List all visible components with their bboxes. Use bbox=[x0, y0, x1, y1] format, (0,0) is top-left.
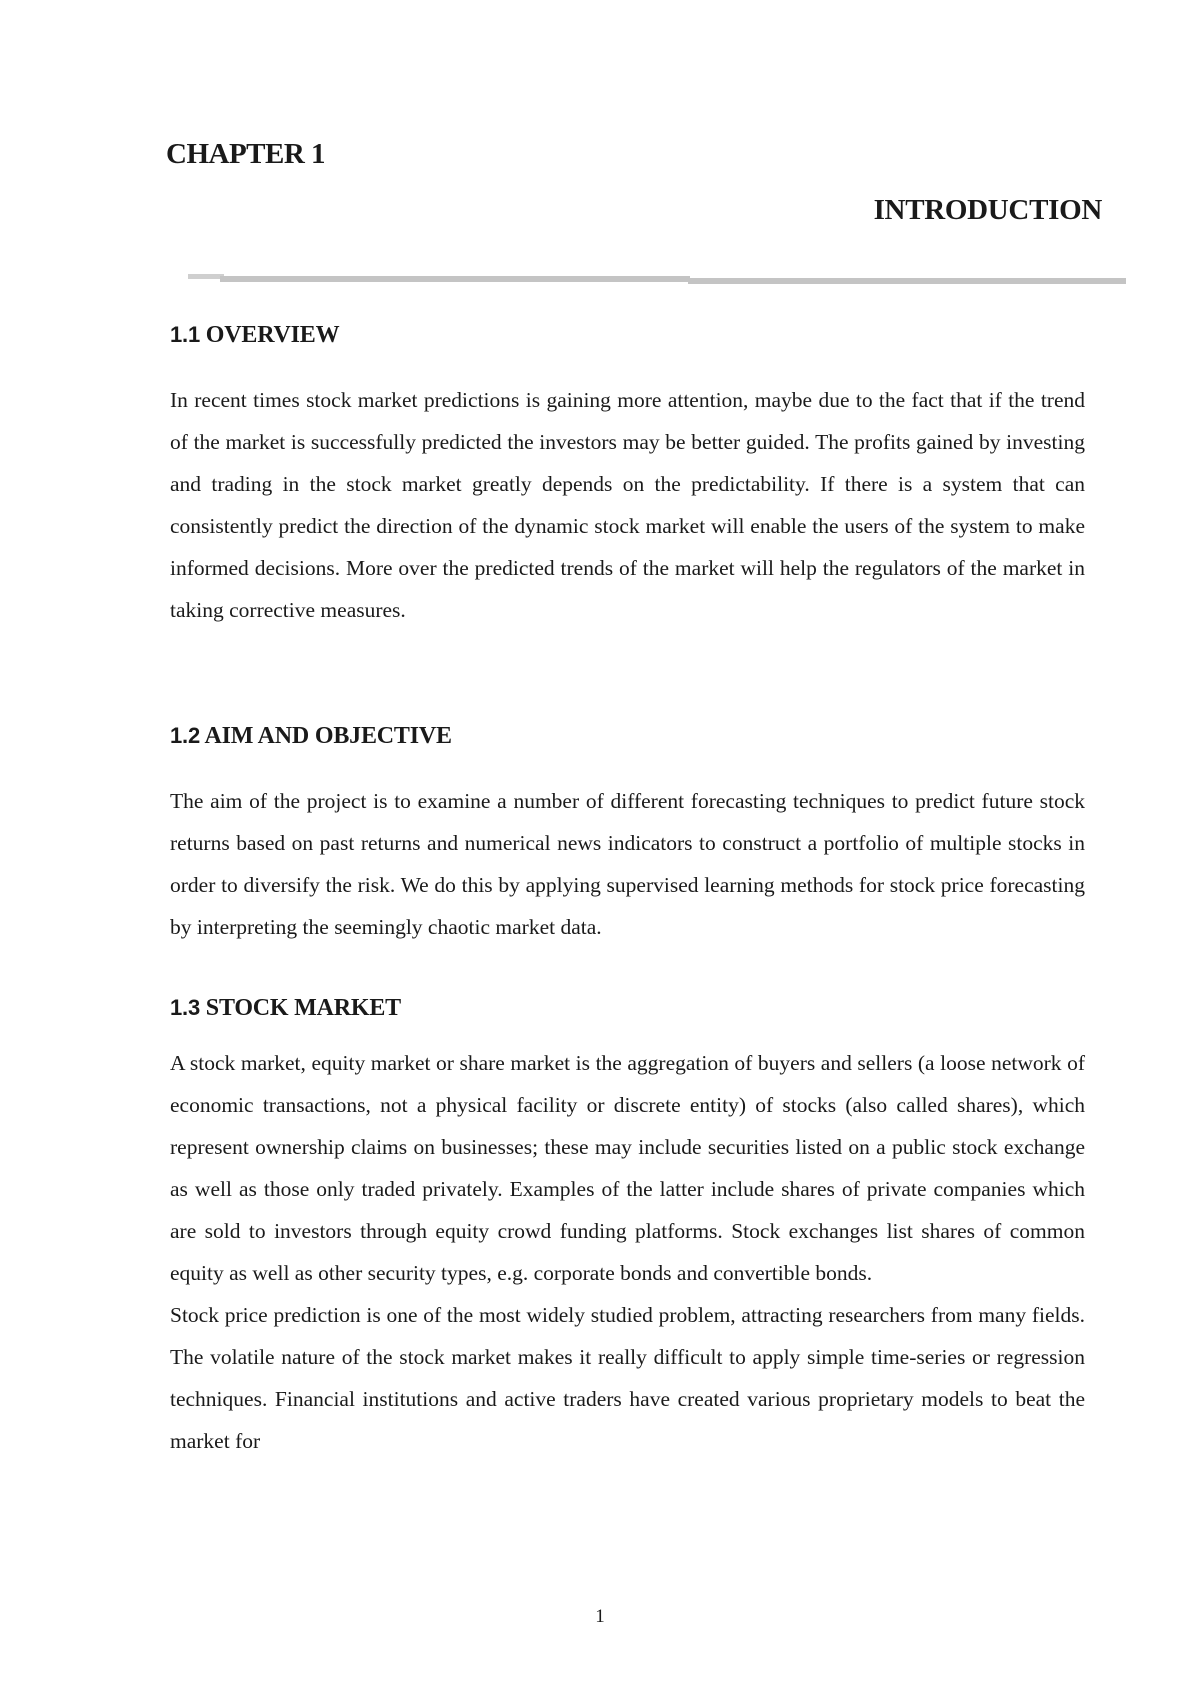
section-heading bbox=[170, 995, 1085, 1022]
section-title: OVERVIEW bbox=[205, 322, 340, 348]
section-aim-and-objective bbox=[170, 723, 1085, 948]
header-rule-segment bbox=[188, 274, 224, 279]
section-title: AIM AND OBJECTIVE bbox=[204, 723, 452, 749]
header-rule-segment bbox=[688, 278, 1126, 284]
section-number: 1.1 bbox=[170, 322, 200, 347]
header-rule-segment bbox=[220, 276, 690, 282]
chapter-label: CHAPTER 1 bbox=[166, 138, 326, 170]
section-heading bbox=[170, 723, 1085, 750]
section-number: 1.3 bbox=[170, 995, 200, 1020]
page-number: 1 bbox=[595, 1606, 605, 1627]
body-paragraph: Stock price prediction is one of the most widely studied problem, attracting researchers from many fields. The volatile nature of the stock market makes it really difficult to apply simple time-series or regression techniques. Financial institutions and active traders have created various proprietary models to beat the market for bbox=[170, 1303, 1085, 1453]
chapter-title: INTRODUCTION bbox=[873, 194, 1102, 226]
section-title: STOCK MARKET bbox=[205, 995, 401, 1021]
section-heading bbox=[170, 322, 1085, 349]
section-overview bbox=[170, 322, 1085, 631]
section-stock-market bbox=[170, 995, 1085, 1462]
section-number: 1.2 bbox=[170, 723, 200, 748]
body-paragraph: The aim of the project is to examine a number of different forecasting techniques to predict future stock returns based on past returns and numerical news indicators to construct a portfolio of multiple stocks in order to diversify the risk. We do this by applying supervised learning methods for stock price forecasting by interpreting the seemingly chaotic market data. bbox=[170, 789, 1085, 939]
body-paragraph: A stock market, equity market or share market is the aggregation of buyers and sellers (a loose network of economic transactions, not a physical facility or discrete entity) of stocks (also called shares), which represent ownership claims on businesses; these may include securities listed on a public stock exchange as well as those only traded privately. Examples of the latter include shares of private companies which are sold to investors through equity crowd funding platforms. Stock exchanges list shares of common equity as well as other security types, e.g. corporate bonds and convertible bonds. bbox=[170, 1051, 1085, 1285]
body-paragraph: In recent times stock market predictions is gaining more attention, maybe due to the fact that if the trend of the market is successfully predicted the investors may be better guided. The profits gained by investing and trading in the stock market greatly depends on the predictability. If there is a system that can consistently predict the direction of the dynamic stock market will enable the users of the system to make informed decisions. More over the predicted trends of the market will help the regulators of the market in taking corrective measures. bbox=[170, 388, 1085, 622]
